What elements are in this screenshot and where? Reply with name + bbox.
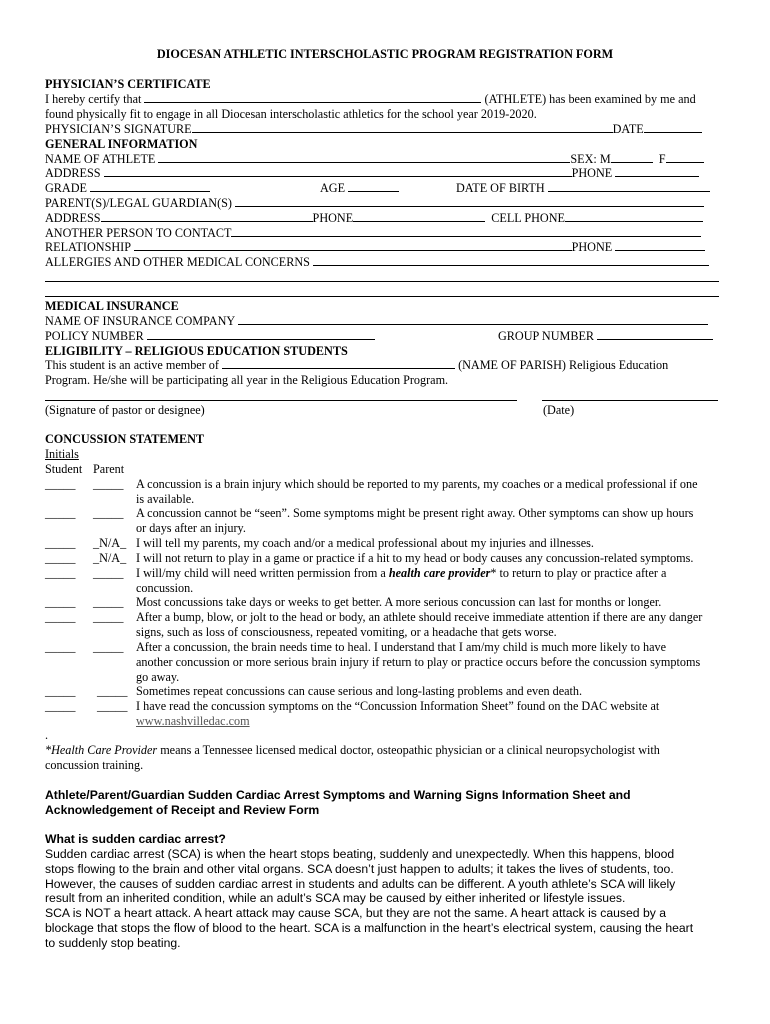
insurance-company-line <box>45 314 708 329</box>
parent-address-field[interactable] <box>101 211 313 222</box>
footnote-dot: . <box>45 728 49 742</box>
insurance-heading: MEDICAL INSURANCE <box>45 299 179 313</box>
concussion-statement-text: I will not return to play in a game or practice if a hit to my head or body causes any concussion-related symptoms. <box>136 551 694 565</box>
concussion-statement-text: is available. <box>136 491 195 506</box>
physician-signature-field[interactable] <box>192 122 613 133</box>
student-initial-field[interactable]: _____ <box>45 536 76 550</box>
insurance-company-field[interactable] <box>238 314 708 325</box>
student-column-label: Student <box>45 462 83 476</box>
parent-initial-field[interactable]: _____ <box>93 595 124 609</box>
sex-f-field[interactable] <box>666 152 704 163</box>
concussion-statement-text: A concussion is a brain injury which should be reported to my parents, my coaches or a medical professional if one <box>136 477 698 491</box>
relationship-phone-field[interactable] <box>615 240 705 251</box>
policy-field[interactable] <box>147 329 375 340</box>
sca-question: What is sudden cardiac arrest? <box>45 832 226 846</box>
concussion-statement-text: Most concussions take days or weeks to get better. A more serious concussion can last for months or longer. <box>136 595 662 609</box>
parent-initial-field[interactable]: _____ <box>93 566 124 580</box>
parent-initial-field[interactable]: _____ <box>97 699 128 713</box>
cell-phone-field[interactable] <box>565 211 703 222</box>
insurance-company-label: NAME OF INSURANCE COMPANY <box>45 314 235 328</box>
physician-signature-line <box>45 122 702 137</box>
relationship-field[interactable] <box>134 240 572 251</box>
relationship-label: RELATIONSHIP <box>45 240 131 254</box>
sca-paragraph-line: result from an inherited condition, while an adult’s SCA may be caused by either inherited or lifestyle issues. <box>45 891 626 906</box>
grade-field[interactable] <box>90 181 210 192</box>
address-label: ADDRESS <box>45 166 101 180</box>
sex-f-label: F <box>658 152 666 166</box>
hcp-footnote-term: *Health Care Provider <box>45 743 158 757</box>
athlete-name-label: NAME OF ATHLETE <box>45 152 156 166</box>
concussion-heading: CONCUSSION STATEMENT <box>45 432 205 446</box>
concussion-statement-text: After a bump, blow, or jolt to the head or body, an athlete should receive immediate attention if there are any danger <box>136 610 703 624</box>
parent-address-line <box>45 211 703 226</box>
parent-column-label: Parent <box>93 462 125 476</box>
physician-heading: PHYSICIAN’S CERTIFICATE <box>45 77 211 91</box>
general-heading: GENERAL INFORMATION <box>45 137 198 151</box>
hcp-statement-prefix: I will/my child will need written permission from a <box>136 566 389 580</box>
sca-paragraph-line: blockage that stops the flow of blood to the heart. SCA is a malfunction in the heart’s electrical system, causing the heart <box>45 921 694 935</box>
policy-label: POLICY NUMBER <box>45 329 144 343</box>
parents-label: PARENT(S)/LEGAL GUARDIAN(S) <box>45 196 232 210</box>
age-group <box>320 181 399 196</box>
parish-field[interactable] <box>222 358 455 369</box>
student-initial-field[interactable]: _____ <box>45 595 76 609</box>
allergies-line <box>45 255 709 270</box>
pastor-date-label: (Date) <box>543 403 575 417</box>
certify-prefix: I hereby certify that <box>45 92 142 106</box>
group-number-field[interactable] <box>597 329 713 340</box>
pastor-date-field[interactable] <box>542 400 718 401</box>
athlete-name-field[interactable] <box>144 92 481 103</box>
concussion-statement-text: concussion. <box>136 580 194 595</box>
contact-label: ANOTHER PERSON TO CONTACT <box>45 226 232 240</box>
relationship-line <box>45 240 705 255</box>
sca-paragraph-line: However, the causes of sudden cardiac arrest in students and adults can be different. A youth athlete’s SCA will likely <box>45 876 676 891</box>
parent-phone-field[interactable] <box>353 211 485 222</box>
parent-initial-field[interactable]: _____ <box>93 477 124 491</box>
dob-field[interactable] <box>548 181 710 192</box>
concussion-statement-text: Sometimes repeat concussions can cause serious and long-lasting problems and even death. <box>136 684 583 698</box>
parent-initial-field[interactable]: _N/A_ <box>93 551 127 565</box>
athlete-name-input[interactable] <box>158 152 570 163</box>
parent-address-label: ADDRESS <box>45 211 101 225</box>
age-field[interactable] <box>348 181 399 192</box>
student-initial-field[interactable]: _____ <box>45 699 76 713</box>
student-initial-field[interactable]: _____ <box>45 610 76 624</box>
parent-initial-field[interactable]: _____ <box>93 610 124 624</box>
sex-m-field[interactable] <box>611 152 653 163</box>
sca-paragraph-line: Sudden cardiac arrest (SCA) is when the heart stops beating, suddenly and unexpectedly. When this happens, blood <box>45 847 675 861</box>
parent-initial-field[interactable]: _N/A_ <box>93 536 127 550</box>
student-initial-field[interactable]: _____ <box>45 477 76 491</box>
eligibility-heading: ELIGIBILITY – RELIGIOUS EDUCATION STUDENTS <box>45 344 348 358</box>
policy-line <box>45 329 375 344</box>
hcp-footnote-line2: concussion training. <box>45 758 144 772</box>
physician-date-field[interactable] <box>644 122 702 133</box>
form-title: DIOCESAN ATHLETIC INTERSCHOLASTIC PROGRAM REGISTRATION FORM <box>156 47 614 61</box>
hcp-footnote-text: means a Tennessee licensed medical doctor, osteopathic physician or a clinical neuropsychologist with <box>157 743 660 757</box>
group-number-label: GROUP NUMBER <box>498 329 595 343</box>
physician-signature-label: PHYSICIAN’S SIGNATURE <box>45 122 192 136</box>
fit-statement: found physically fit to engage in all Diocesan interscholastic athletics for the school year 2019-2020. <box>45 107 537 121</box>
grade-label: GRADE <box>45 181 87 195</box>
sca-paragraph-line: stops flowing to the brain and other vital organs. SCA doesn’t just happen to adults; it takes the lives of students, too. <box>45 861 674 876</box>
age-label: AGE <box>320 181 346 195</box>
parish-prefix: This student is an active member of <box>45 358 219 372</box>
cell-phone-label: CELL PHONE <box>491 211 565 225</box>
student-initial-field[interactable]: _____ <box>45 506 76 520</box>
student-initial-field[interactable]: _____ <box>45 640 76 654</box>
athlete-name-line <box>45 152 704 167</box>
pastor-signature-field[interactable] <box>45 400 517 401</box>
sca-heading-line1: Athlete/Parent/Guardian Sudden Cardiac Arrest Symptoms and Warning Signs Information Sheet and <box>45 788 631 802</box>
parish-suffix: (NAME OF PARISH) Religious Education <box>458 358 669 372</box>
relationship-phone-label: PHONE <box>571 240 613 254</box>
dob-group <box>456 181 710 196</box>
student-initial-field[interactable]: _____ <box>45 566 76 580</box>
parent-initial-field[interactable]: _____ <box>97 684 128 698</box>
parent-initial-field[interactable]: _____ <box>93 506 124 520</box>
phone-label: PHONE <box>571 166 613 180</box>
concussion-statement-text: another concussion or more serious brain injury if return to play or practice occurs before the concussion symptoms <box>136 654 701 669</box>
certify-suffix: (ATHLETE) has been examined by me and <box>484 92 696 106</box>
concussion-statement-text: A concussion cannot be “seen”. Some symptoms might be present right away. Other symptoms can show up hours <box>136 506 694 520</box>
hcp-footnote <box>45 743 660 758</box>
parents-field[interactable] <box>235 196 704 207</box>
concussion-statement-text: go away. <box>136 669 180 684</box>
hcp-statement-suffix: * to return to play or practice after a <box>490 566 667 580</box>
hcp-emphasis: health care provider <box>388 566 491 580</box>
concussion-statement-text <box>136 566 666 581</box>
concussion-statement-text: signs, such as loss of consciousness, repeated vomiting, or a headache that gets worse. <box>136 624 557 639</box>
concussion-statement-text: I have read the concussion symptoms on the “Concussion Information Sheet” found on the DAC website at <box>136 699 660 713</box>
pastor-signature-label: (Signature of pastor or designee) <box>45 403 205 417</box>
allergies-label: ALLERGIES AND OTHER MEDICAL CONCERNS <box>45 255 310 269</box>
dac-website-link[interactable]: www.nashvilledac.com <box>136 714 250 728</box>
address-field[interactable] <box>104 166 572 177</box>
sca-paragraph-line: to suddenly stop beating. <box>45 935 181 950</box>
dob-label: DATE OF BIRTH <box>456 181 545 195</box>
certify-line <box>45 92 696 107</box>
allergies-extra-line-2[interactable] <box>45 296 719 297</box>
address-line <box>45 166 699 181</box>
initials-label: Initials <box>45 447 79 461</box>
parent-phone-label: PHONE <box>312 211 354 225</box>
parent-initial-field[interactable]: _____ <box>93 640 124 654</box>
sca-heading-line2: Acknowledgement of Receipt and Review Form <box>45 803 320 817</box>
allergies-extra-line-1[interactable] <box>45 281 719 282</box>
parish-line <box>45 358 668 373</box>
concussion-statement-text: I will tell my parents, my coach and/or a medical professional about my injuries and illnesses. <box>136 536 594 550</box>
student-initial-field[interactable]: _____ <box>45 684 76 698</box>
allergies-field[interactable] <box>313 255 709 266</box>
program-statement: Program. He/she will be participating all year in the Religious Education Program. <box>45 373 449 387</box>
phone-field[interactable] <box>615 166 699 177</box>
sex-m-label: SEX: M <box>570 152 611 166</box>
group-number-group <box>498 329 713 344</box>
grade-line <box>45 181 210 196</box>
contact-field[interactable] <box>231 226 701 237</box>
contact-line <box>45 226 701 241</box>
student-initial-field[interactable]: _____ <box>45 551 76 565</box>
physician-date-label: DATE <box>612 122 644 136</box>
parents-line <box>45 196 704 211</box>
sca-paragraph-line: SCA is NOT a heart attack. A heart attack may cause SCA, but they are not the same. A heart attack is caused by a <box>45 906 666 921</box>
concussion-statement-text: After a concussion, the brain needs time to heal. I understand that I am/my child is much more likely to have <box>136 640 667 654</box>
concussion-statement-text: or days after an injury. <box>136 520 246 535</box>
